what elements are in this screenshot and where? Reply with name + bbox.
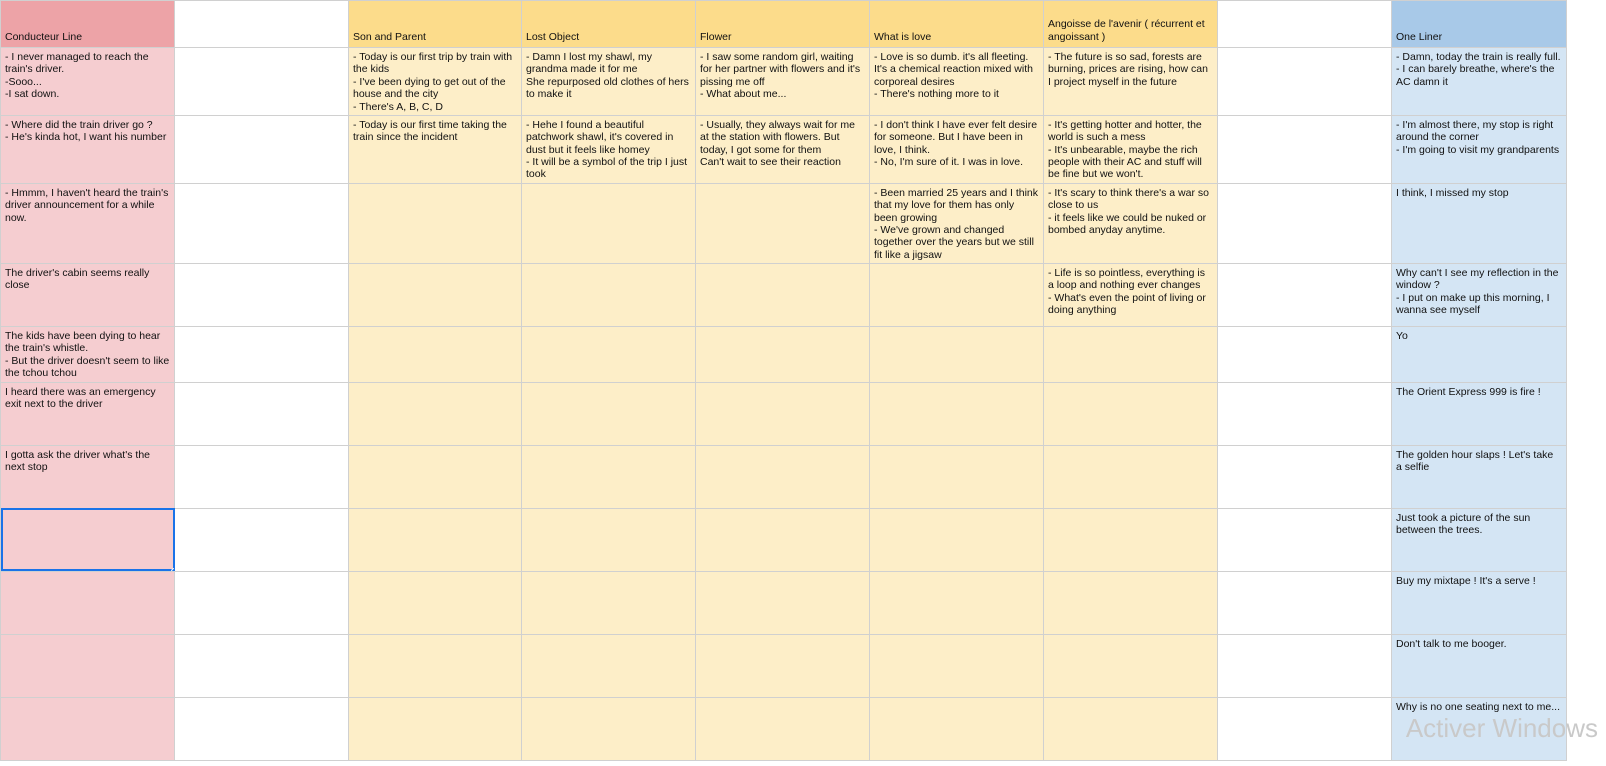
cell-conducteur-1[interactable]: - I never managed to reach the train's driver. -Sooo... -I sat down. [1,48,175,116]
cell-son-parent-10[interactable] [349,634,522,697]
cell-conducteur-7[interactable]: I gotta ask the driver what's the next stop [1,445,175,508]
cell-son-parent-7[interactable] [349,445,522,508]
cell-lost-object-3[interactable] [522,183,696,263]
cell-what-is-love-8[interactable] [870,508,1044,571]
cell-son-parent-8[interactable] [349,508,522,571]
cell-lost-object-7[interactable] [522,445,696,508]
table-row[interactable] [1,445,1567,508]
cell-angoisse-3[interactable]: - It's scary to think there's a war so close to us - it feels like we could be nuked or bombed anyday anytime. [1044,183,1218,263]
cell-flower-1[interactable]: - I saw some random girl, waiting for her partner with flowers and it's pissing me off - What about me... [696,48,870,116]
table-row[interactable] [1,183,1567,263]
cell-what-is-love-11[interactable] [870,697,1044,760]
cell-one-liner-4[interactable]: Why can't I see my reflection in the window ? - I put on make up this morning, I wanna see myself [1392,264,1567,327]
cell-flower-7[interactable] [696,445,870,508]
cell-conducteur-5[interactable]: The kids have been dying to hear the train's whistle. - But the driver doesn't seem to like the tchou tchou [1,327,175,383]
cell-flower-8[interactable] [696,508,870,571]
cell-what-is-love-1[interactable]: - Love is so dumb. it's all fleeting. It's a chemical reaction mixed with corporeal desires - There's nothing more to it [870,48,1044,116]
cell-one-liner-10[interactable]: Don't talk to me booger. [1392,634,1567,697]
column-header-one-liner[interactable]: One Liner [1392,1,1567,48]
cell-son-parent-1[interactable]: - Today is our first trip by train with the kids - I've been dying to get out of the house and the city - There's A, B, C, D [349,48,522,116]
cell-blank1-1[interactable] [175,48,349,116]
cell-one-liner-7[interactable]: The golden hour slaps ! Let's take a selfie [1392,445,1567,508]
cell-angoisse-9[interactable] [1044,571,1218,634]
cell-blank2-8[interactable] [1218,508,1392,571]
table-row[interactable] [1,115,1567,183]
cell-what-is-love-7[interactable] [870,445,1044,508]
cell-angoisse-6[interactable] [1044,382,1218,445]
table-row[interactable] [1,264,1567,327]
table-row[interactable] [1,48,1567,116]
cell-blank2-3[interactable] [1218,183,1392,263]
cell-son-parent-6[interactable] [349,382,522,445]
cell-angoisse-10[interactable] [1044,634,1218,697]
table-row[interactable] [1,382,1567,445]
cell-blank1-9[interactable] [175,571,349,634]
cell-one-liner-3[interactable]: I think, I missed my stop [1392,183,1567,263]
cell-what-is-love-4[interactable] [870,264,1044,327]
cell-blank2-9[interactable] [1218,571,1392,634]
cell-blank2-2[interactable] [1218,115,1392,183]
column-header-son-parent[interactable]: Son and Parent [349,1,522,48]
cell-blank1-11[interactable] [175,697,349,760]
cell-what-is-love-6[interactable] [870,382,1044,445]
cell-lost-object-4[interactable] [522,264,696,327]
cell-what-is-love-3[interactable]: - Been married 25 years and I think that my love for them has only been growing - We've grown and changed together over the years but we still fit like a jigsaw [870,183,1044,263]
cell-conducteur-8-selected[interactable] [1,508,175,571]
cell-lost-object-2[interactable]: - Hehe I found a beautiful patchwork shawl, it's covered in dust but it feels like homey - It will be a symbol of the trip I just took [522,115,696,183]
table-row[interactable] [1,327,1567,383]
cell-blank1-4[interactable] [175,264,349,327]
cell-flower-9[interactable] [696,571,870,634]
cell-one-liner-11[interactable]: Why is no one seating next to me... [1392,697,1567,760]
cell-blank2-4[interactable] [1218,264,1392,327]
cell-blank1-8[interactable] [175,508,349,571]
table-row[interactable] [1,634,1567,697]
cell-one-liner-6[interactable]: The Orient Express 999 is fire ! [1392,382,1567,445]
cell-son-parent-5[interactable] [349,327,522,383]
cell-angoisse-2[interactable]: - It's getting hotter and hotter, the world is such a mess - It's unbearable, maybe the rich people with their AC and stuff will be fine but we won't. [1044,115,1218,183]
cell-son-parent-2[interactable]: - Today is our first time taking the train since the incident [349,115,522,183]
cell-blank1-3[interactable] [175,183,349,263]
cell-lost-object-1[interactable]: - Damn I lost my shawl, my grandma made it for me She repurposed old clothes of hers to make it [522,48,696,116]
cell-angoisse-8[interactable] [1044,508,1218,571]
cell-flower-4[interactable] [696,264,870,327]
cell-flower-11[interactable] [696,697,870,760]
selection-fill-handle[interactable] [171,568,175,572]
cell-conducteur-9[interactable] [1,571,175,634]
cell-angoisse-11[interactable] [1044,697,1218,760]
cell-one-liner-8[interactable]: Just took a picture of the sun between the trees. [1392,508,1567,571]
cell-blank2-1[interactable] [1218,48,1392,116]
cell-blank1-5[interactable] [175,327,349,383]
table-row[interactable] [1,571,1567,634]
cell-lost-object-9[interactable] [522,571,696,634]
cell-angoisse-4[interactable]: - Life is so pointless, everything is a loop and nothing ever changes - What's even the point of living or doing anything [1044,264,1218,327]
cell-conducteur-4[interactable]: The driver's cabin seems really close [1,264,175,327]
cell-what-is-love-2[interactable]: - I don't think I have ever felt desire for someone. But I have been in love, I think. - No, I'm sure of it. I was in love. [870,115,1044,183]
cell-blank2-6[interactable] [1218,382,1392,445]
cell-conducteur-10[interactable] [1,634,175,697]
cell-flower-2[interactable]: - Usually, they always wait for me at the station with flowers. But today, I got some for them Can't wait to see their reaction [696,115,870,183]
column-header-lost-object[interactable]: Lost Object [522,1,696,48]
cell-what-is-love-10[interactable] [870,634,1044,697]
cell-what-is-love-9[interactable] [870,571,1044,634]
cell-angoisse-7[interactable] [1044,445,1218,508]
column-header-blank1[interactable] [175,1,349,48]
cell-blank1-2[interactable] [175,115,349,183]
column-header-flower[interactable]: Flower [696,1,870,48]
cell-blank2-11[interactable] [1218,697,1392,760]
cell-blank1-10[interactable] [175,634,349,697]
cell-conducteur-6[interactable]: I heard there was an emergency exit next to the driver [1,382,175,445]
cell-conducteur-2[interactable]: - Where did the train driver go ? - He's kinda hot, I want his number [1,115,175,183]
cell-blank2-5[interactable] [1218,327,1392,383]
cell-lost-object-8[interactable] [522,508,696,571]
cell-blank1-7[interactable] [175,445,349,508]
cell-lost-object-5[interactable] [522,327,696,383]
column-header-what-is-love[interactable]: What is love [870,1,1044,48]
cell-conducteur-11[interactable] [1,697,175,760]
cell-conducteur-3[interactable]: - Hmmm, I haven't heard the train's driver announcement for a while now. [1,183,175,263]
cell-flower-3[interactable] [696,183,870,263]
windows-activation-watermark: Activer Windows [1405,713,1598,743]
cell-what-is-love-5[interactable] [870,327,1044,383]
cell-one-liner-2[interactable]: - I'm almost there, my stop is right around the corner - I'm going to visit my grandparents [1392,115,1567,183]
cell-blank1-6[interactable] [175,382,349,445]
cell-one-liner-9[interactable]: Buy my mixtape ! It's a serve ! [1392,571,1567,634]
column-header-angoisse[interactable]: Angoisse de l'avenir ( récurrent et angoissant ) [1044,1,1218,48]
cell-one-liner-1[interactable]: - Damn, today the train is really full. - I can barely breathe, where's the AC damn it [1392,48,1567,116]
column-header-conducteur[interactable]: Conducteur Line [1,1,175,48]
cell-son-parent-4[interactable] [349,264,522,327]
cell-flower-6[interactable] [696,382,870,445]
cell-blank2-10[interactable] [1218,634,1392,697]
column-header-blank2[interactable] [1218,1,1392,48]
cell-angoisse-1[interactable]: - The future is so sad, forests are burning, prices are rising, how can I project myself in the future [1044,48,1218,116]
table-row[interactable] [1,697,1567,760]
cell-son-parent-3[interactable] [349,183,522,263]
cell-lost-object-6[interactable] [522,382,696,445]
header-row [1,1,1567,48]
cell-blank2-7[interactable] [1218,445,1392,508]
cell-angoisse-5[interactable] [1044,327,1218,383]
cell-one-liner-5[interactable]: Yo [1392,327,1567,383]
table-row[interactable] [1,508,1567,571]
cell-son-parent-9[interactable] [349,571,522,634]
cell-flower-5[interactable] [696,327,870,383]
cell-lost-object-11[interactable] [522,697,696,760]
cell-son-parent-11[interactable] [349,697,522,760]
cell-lost-object-10[interactable] [522,634,696,697]
cell-flower-10[interactable] [696,634,870,697]
